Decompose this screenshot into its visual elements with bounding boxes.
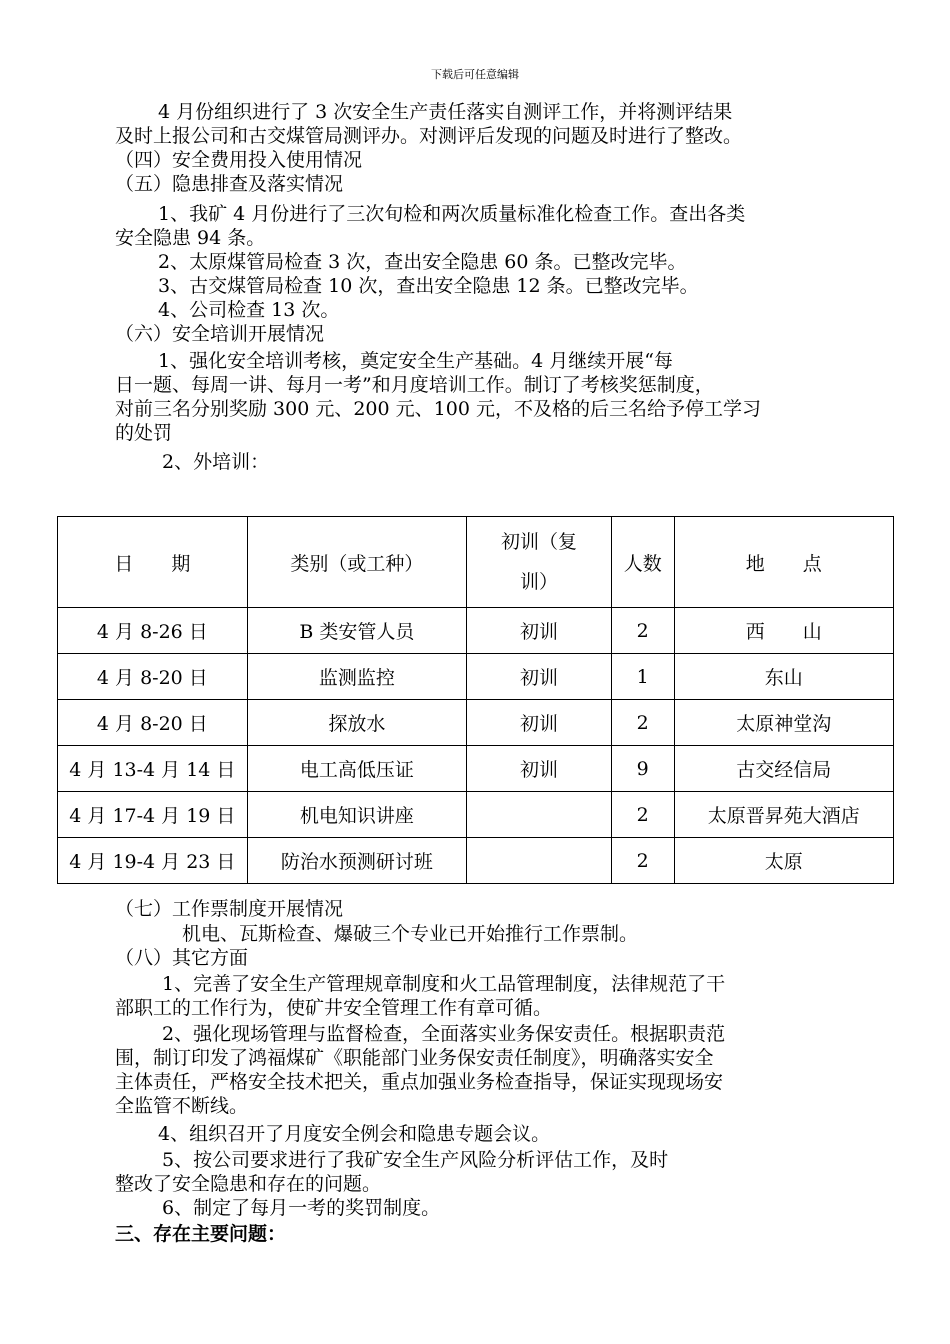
cell-count: 2 <box>611 700 674 746</box>
cell-training-type: 初训 <box>466 608 611 654</box>
paragraph-line: 2、强化现场管理与监督检查，全面落实业务保安责任。根据职责范 <box>162 1023 726 1045</box>
header-training-type <box>466 517 611 608</box>
training-table <box>57 516 894 884</box>
paragraph-line: 2、外培训： <box>162 451 270 473</box>
cell-date: 4 月 19-4 月 23 日 <box>58 838 248 884</box>
cell-date: 4 月 13-4 月 14 日 <box>58 746 248 792</box>
paragraph-line: 3、古交煤管局检查 10 次，查出安全隐患 12 条。已整改完毕。 <box>158 275 699 297</box>
cell-date: 4 月 17-4 月 19 日 <box>58 792 248 838</box>
cell-category: 机电知识讲座 <box>247 792 466 838</box>
chapter-heading: 三、存在主要问题： <box>115 1223 287 1245</box>
paragraph-line: 5、按公司要求进行了我矿安全生产风险分析评估工作，及时 <box>162 1149 669 1171</box>
cell-training-type <box>466 792 611 838</box>
paragraph-line: 对前三名分别奖励 300 元、200 元、100 元，不及格的后三名给予停工学习 <box>115 398 761 420</box>
cell-category: 监测监控 <box>247 654 466 700</box>
paragraph-line: 围，制订印发了鸿福煤矿《职能部门业务保安责任制度》，明确落实安全 <box>115 1047 714 1069</box>
cell-category: 电工高低压证 <box>247 746 466 792</box>
paragraph-line: 部职工的工作行为，使矿井安全管理工作有章可循。 <box>115 997 553 1019</box>
cell-place: 西 山 <box>674 608 893 654</box>
cell-place: 古交经信局 <box>674 746 893 792</box>
cell-count: 2 <box>611 608 674 654</box>
table-row <box>58 838 894 884</box>
table-row <box>58 746 894 792</box>
cell-place: 东山 <box>674 654 893 700</box>
paragraph-line: 1、完善了安全生产管理规章制度和火工品管理制度，法律规范了干 <box>162 973 726 995</box>
section-heading: （五）隐患排查及落实情况 <box>115 173 344 195</box>
cell-count: 2 <box>611 792 674 838</box>
table-row <box>58 654 894 700</box>
paragraph-line: 4 月份组织进行了 3 次安全生产责任落实自测评工作，并将测评结果 <box>158 101 733 123</box>
table-row <box>58 792 894 838</box>
cell-count: 9 <box>611 746 674 792</box>
section-heading: （六）安全培训开展情况 <box>115 323 325 345</box>
paragraph-line: 全监管不断线。 <box>115 1095 249 1117</box>
paragraph-line: 安全隐患 94 条。 <box>115 227 266 249</box>
header-training-type-line2: 训） <box>519 571 558 593</box>
cell-training-type: 初训 <box>466 654 611 700</box>
paragraph-line: 日一题、每周一讲、每月一考”和月度培训工作。制订了考核奖惩制度， <box>115 374 714 396</box>
cell-count: 2 <box>611 838 674 884</box>
paragraph-line: 1、我矿 4 月份进行了三次旬检和两次质量标准化检查工作。查出各类 <box>158 203 746 225</box>
section-heading: （七）工作票制度开展情况 <box>115 898 344 920</box>
page-header-note: 下载后可任意编辑 <box>431 68 519 81</box>
paragraph-line: 2、太原煤管局检查 3 次，查出安全隐患 60 条。已整改完毕。 <box>158 251 687 273</box>
section-heading: （八）其它方面 <box>115 947 249 969</box>
cell-date: 4 月 8-20 日 <box>58 654 248 700</box>
cell-count: 1 <box>611 654 674 700</box>
paragraph-line: 及时上报公司和古交煤管局测评办。对测评后发现的问题及时进行了整改。 <box>115 125 743 147</box>
table-header-row <box>58 517 894 608</box>
paragraph-line: 的处罚 <box>115 422 173 444</box>
cell-training-type: 初训 <box>466 746 611 792</box>
cell-place: 太原 <box>674 838 893 884</box>
paragraph-line: 主体责任，严格安全技术把关，重点加强业务检查指导，保证实现现场安 <box>115 1071 724 1093</box>
header-category: 类别（或工种） <box>247 517 466 608</box>
header-place: 地 点 <box>674 517 893 608</box>
paragraph-line: 机电、瓦斯检查、爆破三个专业已开始推行工作票制。 <box>182 923 639 945</box>
table-row <box>58 700 894 746</box>
cell-training-type: 初训 <box>466 700 611 746</box>
paragraph-line: 整改了安全隐患和存在的问题。 <box>115 1173 382 1195</box>
paragraph-line: 1、强化安全培训考核，奠定安全生产基础。4 月继续开展“每 <box>158 350 673 372</box>
cell-category: 防治水预测研讨班 <box>247 838 466 884</box>
section-heading: （四）安全费用投入使用情况 <box>115 149 363 171</box>
cell-category: 探放水 <box>247 700 466 746</box>
header-count: 人数 <box>611 517 674 608</box>
cell-date: 4 月 8-20 日 <box>58 700 248 746</box>
cell-category: B 类安管人员 <box>247 608 466 654</box>
paragraph-line: 6、制定了每月一考的奖罚制度。 <box>162 1197 441 1219</box>
paragraph-line: 4、组织召开了月度安全例会和隐患专题会议。 <box>158 1123 551 1145</box>
cell-date: 4 月 8-26 日 <box>58 608 248 654</box>
header-date: 日 期 <box>58 517 248 608</box>
cell-place: 太原神堂沟 <box>674 700 893 746</box>
cell-place: 太原晋昇苑大酒店 <box>674 792 893 838</box>
cell-training-type <box>466 838 611 884</box>
table-row <box>58 608 894 654</box>
paragraph-line: 4、公司检查 13 次。 <box>158 299 340 321</box>
header-training-type-line1: 初训（复 <box>500 531 577 553</box>
